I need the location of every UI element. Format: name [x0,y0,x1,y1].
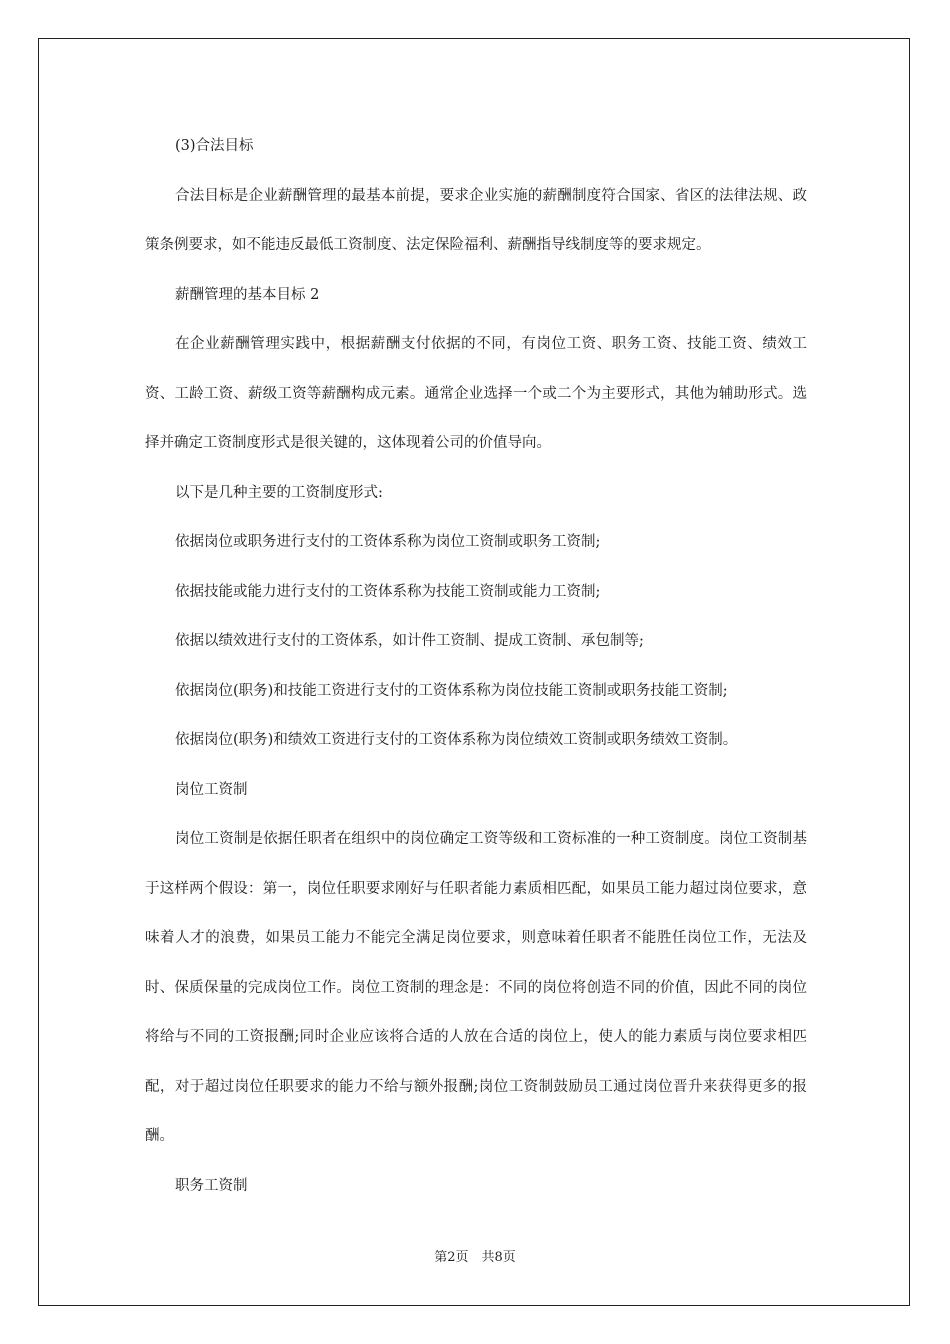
section-heading-duty-pay: 职务工资制 [175,1177,248,1194]
page-number-footer: 第2页 共8页 [434,1250,516,1265]
list-item-position-skill-pay: 依据岗位(职务)和技能工资进行支付的工资体系称为岗位技能工资制或职务技能工资制; [175,682,728,699]
section-heading-position-pay: 岗位工资制 [175,781,248,798]
paragraph-salary-forms-intro: 以下是几种主要的工资制度形式: [175,484,383,501]
list-item-position-pay: 依据岗位或职务进行支付的工资体系称为岗位工资制或职务工资制; [175,534,601,550]
list-item-performance-pay: 依据以绩效进行支付的工资体系，如计件工资制、提成工资制、承包制等; [175,633,644,649]
list-item-skill-pay: 依据技能或能力进行支付的工资体系称为技能工资制或能力工资制; [175,583,601,600]
paragraph-salary-elements: 在企业薪酬管理实践中，根据薪酬支付依据的不同，有岗位工资、职务工资、技能工资、绩效工资、工龄工资、薪级工资等薪酬构成元素。通常企业选择一个或二个为主要形式，其他为辅助形式。选择并确定工资制度形式是很关键的，这体现着公司的价值导向。 [145,336,807,451]
paragraph-position-pay: 岗位工资制是依据任职者在组织中的岗位确定工资等级和工资标准的一种工资制度。岗位工资制基于这样两个假设：第一，岗位任职要求刚好与任职者能力素质相匹配，如果员工能力超过岗位要求，意味着人才的浪费，如果员工能力不能完全满足岗位要求，则意味着任职者不能胜任岗位工作，无法及时、保质保量的完成岗位工作。岗位工资制的理念是：不同的岗位将创造不同的价值，因此不同的岗位将给与不同的工资报酬;同时企业应该将合适的人放在合适的岗位上，使人的能力素质与岗位要求相匹配，对于超过岗位任职要求的能力不给与额外报酬;岗位工资制鼓励员工通过岗位晋升来获得更多的报酬。 [145,831,807,1144]
section-heading-basic-goal-2: 薪酬管理的基本目标 2 [175,286,320,303]
document-body [145,122,807,1211]
paragraph-legal-goal: 合法目标是企业薪酬管理的最基本前提，要求企业实施的薪酬制度符合国家、省区的法律法规、政策条例要求，如不能违反最低工资制度、法定保险福利、薪酬指导线制度等的要求规定。 [145,187,807,253]
list-item-position-performance-pay: 依据岗位(职务)和绩效工资进行支付的工资体系称为岗位绩效工资制或职务绩效工资制。 [175,732,738,748]
section-heading-legal-goal: (3)合法目标 [175,138,254,154]
